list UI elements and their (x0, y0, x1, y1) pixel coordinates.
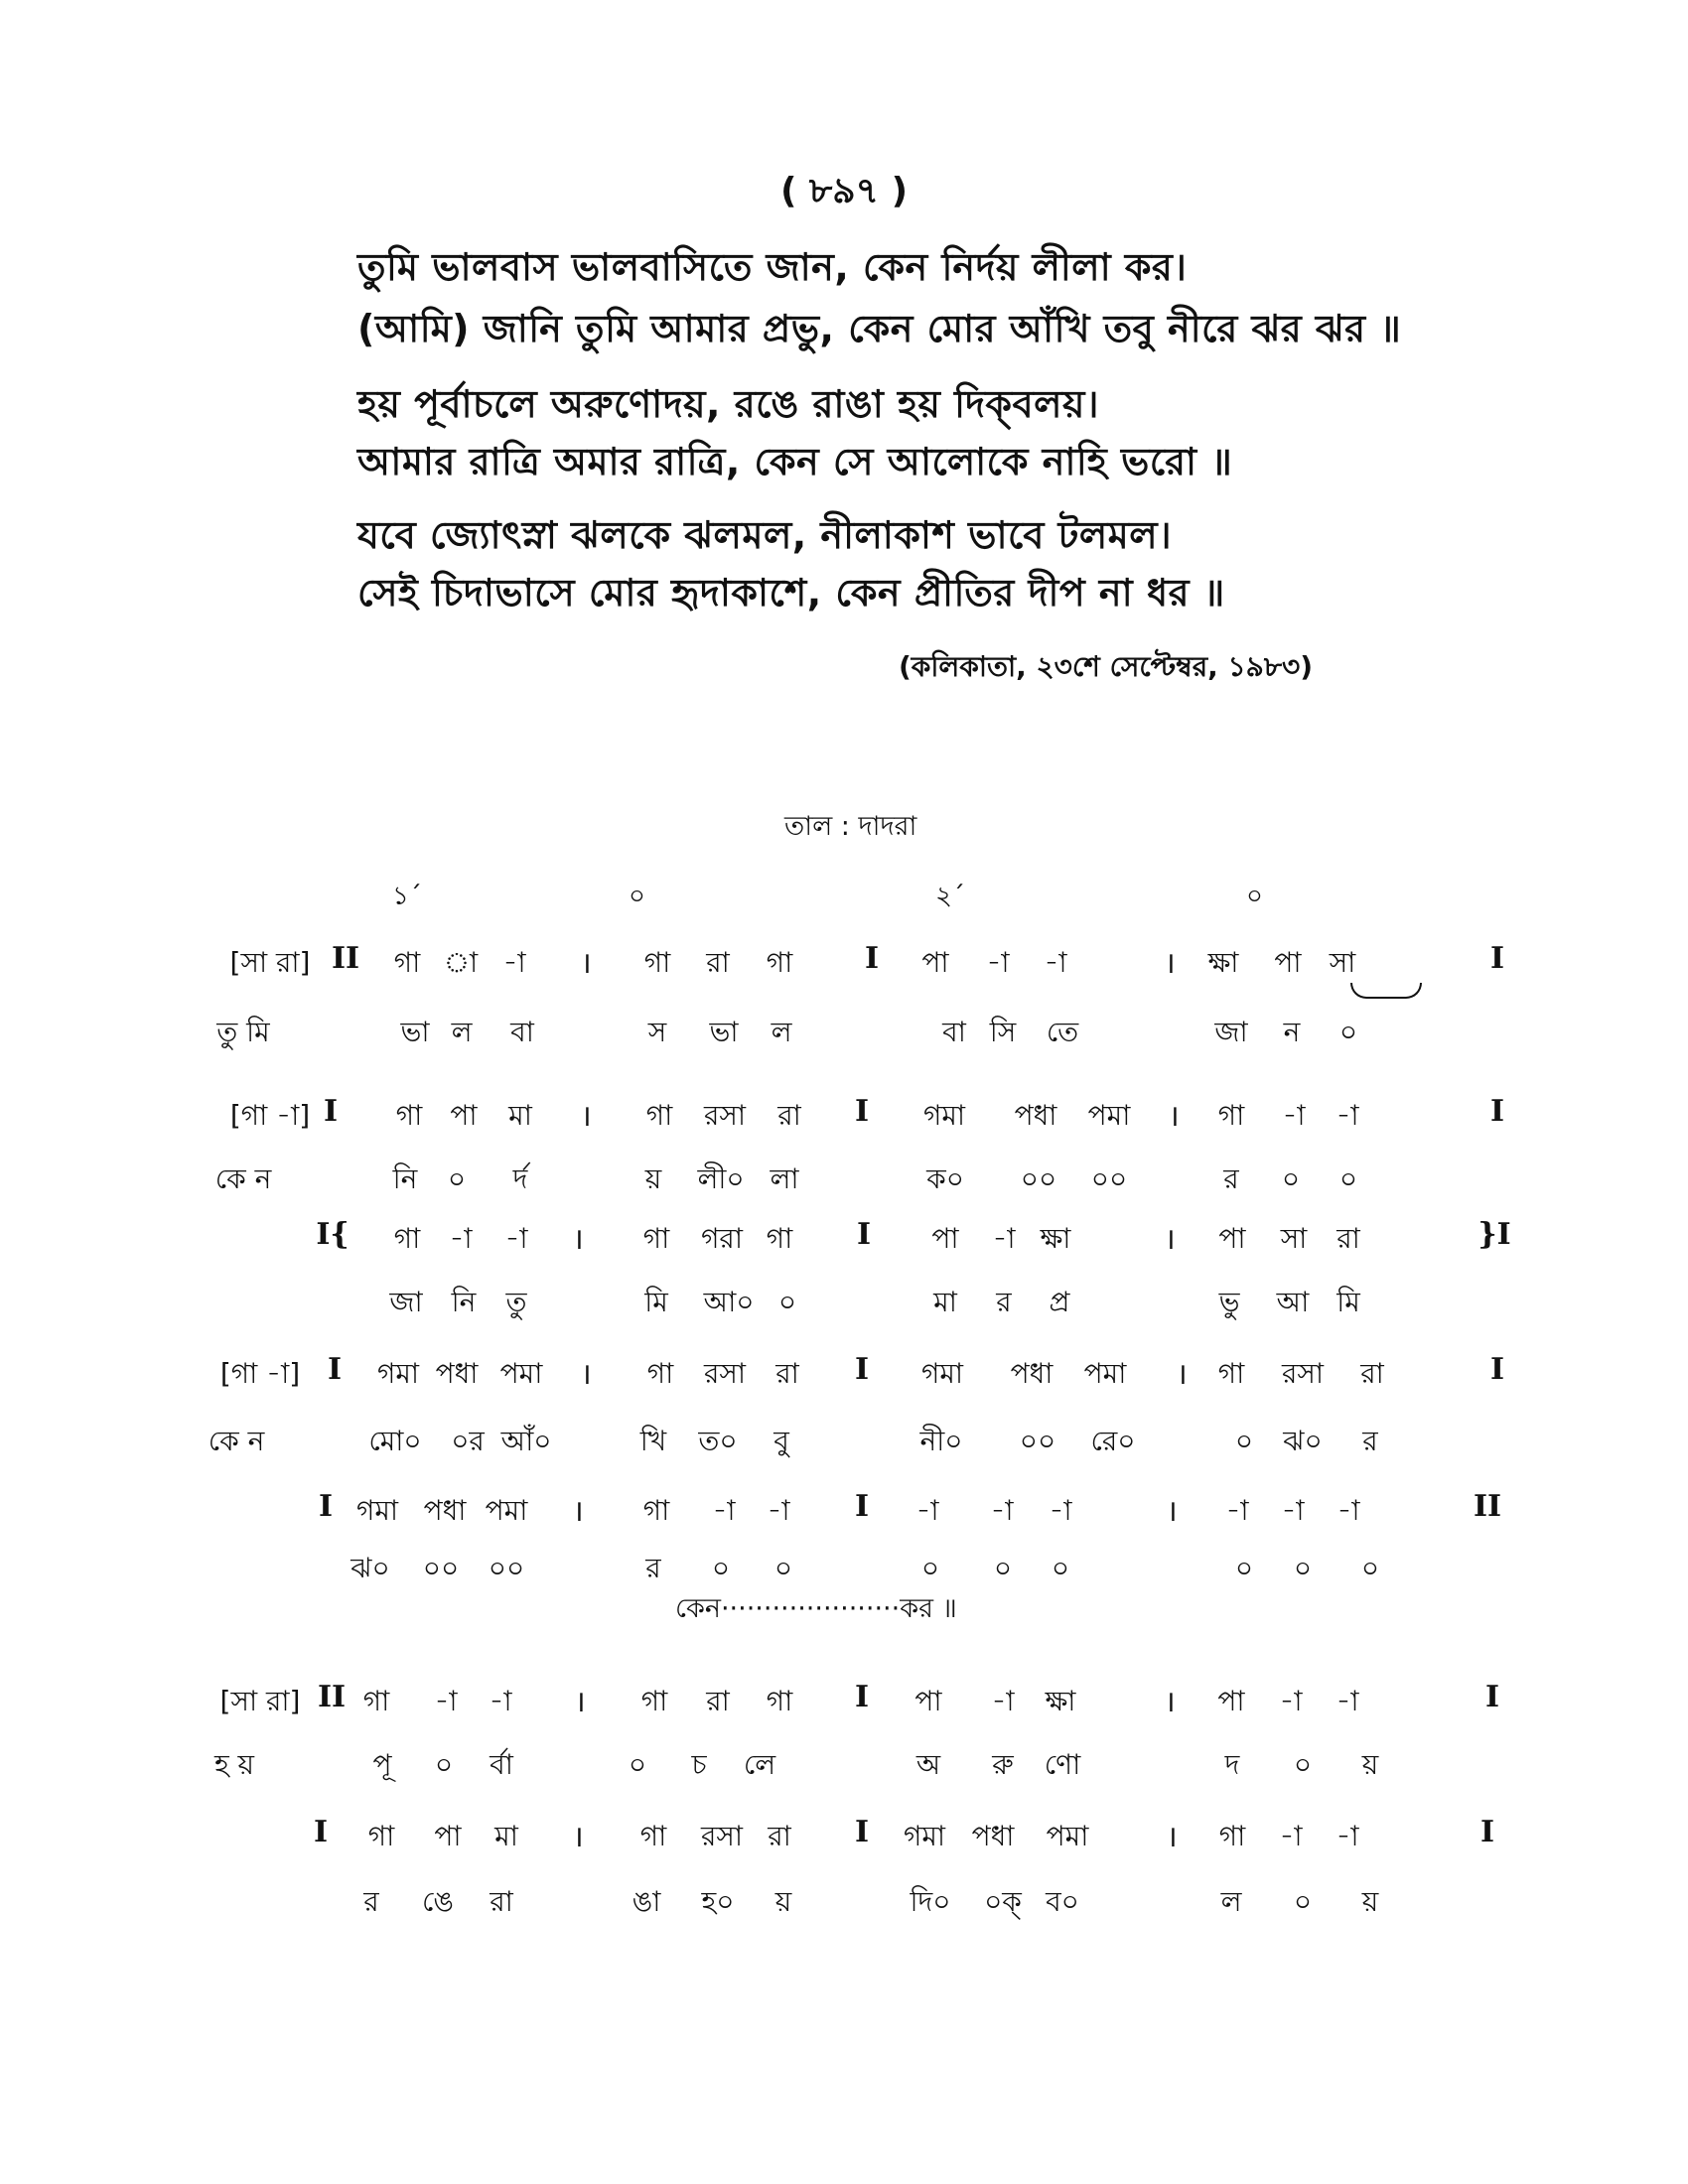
lyric-cell: ০ (993, 1552, 1013, 1584)
lyric-cell: নি (451, 1286, 477, 1318)
bar-line: I (323, 1094, 339, 1129)
lyric-cell: মি (1336, 1286, 1360, 1318)
swara-cell: মা (508, 1099, 532, 1132)
bar-line: II (331, 941, 360, 976)
bar-line: I{ (316, 1217, 350, 1252)
lyric-cell: ন (1283, 1016, 1301, 1048)
bar-line: । (580, 1099, 592, 1134)
lyric-cell: ০ (1051, 1552, 1070, 1584)
lyric-cell: ০ (434, 1748, 454, 1781)
lyric-cell: ০ (1293, 1552, 1313, 1584)
lyric-cell: -া (991, 1685, 1015, 1717)
lyric-cell: জা (1214, 1016, 1248, 1048)
bar-line: I (856, 1217, 872, 1252)
lyric-cell: ণো (1044, 1748, 1081, 1781)
lyric-cell: ০০ (1020, 1162, 1057, 1195)
lyric-cell: ০ (1360, 1552, 1380, 1584)
bar-line: I (1484, 1680, 1500, 1714)
lyric-cell: ঝ০ (1283, 1425, 1323, 1457)
lyric-cell: ক্ষা (1045, 1685, 1076, 1717)
lyric-cell: য় (774, 1885, 792, 1918)
lyric-cell: আঁ০ (500, 1425, 552, 1457)
swara-cell: গমা (376, 1357, 420, 1390)
poem-line-5: যবে জ্যোৎস্না ঝলকে ঝলমল, নীলাকাশ ভাবে টলমল। (357, 513, 1173, 557)
bar-line: I (327, 1352, 343, 1387)
lyric-cell: ০ (1293, 1885, 1313, 1918)
swara-cell: [গা -া] (219, 1357, 301, 1390)
swara-cell: পা (450, 1099, 478, 1132)
swara-cell: পমা (485, 1494, 528, 1527)
bar-line: I (854, 1489, 870, 1524)
lyric-cell: দি০ (910, 1885, 951, 1918)
lyric-cell: গা (1218, 1820, 1246, 1852)
bar-line: I (1489, 1094, 1505, 1129)
swara-cell: -া (990, 1494, 1014, 1527)
swara-cell: গা (1217, 1357, 1245, 1390)
bar-line: }I (1477, 1217, 1511, 1252)
swara-cell: পা (921, 946, 949, 979)
lyric-cell: ০০ (422, 1552, 460, 1584)
lyric-cell: ০০ (488, 1552, 525, 1584)
swara-cell: গমা (920, 1357, 964, 1390)
swara-cell: গা (766, 1222, 793, 1255)
lyric-cell: র (996, 1286, 1012, 1318)
lyric-cell: ০ (711, 1552, 731, 1584)
swara-cell: -া (502, 946, 526, 979)
bar-line: । (1164, 1685, 1176, 1719)
swara-cell: সা (1280, 1222, 1308, 1255)
swara-cell: রা (777, 1099, 801, 1132)
lyric-cell: তে (1046, 1016, 1079, 1048)
lyric-cell: আ (1276, 1286, 1310, 1318)
swara-cell: পা (931, 1222, 959, 1255)
poem-line-3: হয় পূর্বাচলে অরুণোদয়, রঙে রাঙা হয় দিক্‌বলয়। (357, 382, 1099, 426)
lyric-cell: পা (434, 1820, 462, 1852)
lyric-cell: রে০ (1090, 1425, 1136, 1457)
lyric-cell: হ০ (701, 1885, 735, 1918)
lyric-cell: র (1362, 1425, 1378, 1457)
lyric-cell: কে ন (214, 1162, 272, 1195)
swara-cell: -া (986, 946, 1010, 979)
lyric-cell: পূ (372, 1748, 392, 1781)
lyric-cell: -া (1336, 1685, 1359, 1717)
lyric-cell: তু (505, 1286, 527, 1318)
lyric-cell: নি (392, 1162, 418, 1195)
lyric-cell: -া (434, 1685, 458, 1717)
swara-cell: গা (645, 1099, 673, 1132)
lyric-cell: জা (389, 1286, 423, 1318)
lyric-cell: ০ (1234, 1552, 1254, 1584)
lyric-cell: ০ক্ (984, 1885, 1022, 1918)
bar-line: I (864, 941, 880, 976)
swara-cell: গা (646, 1357, 674, 1390)
lyric-cell: চ (691, 1748, 707, 1781)
lyric-cell: পা (914, 1685, 942, 1717)
swara-cell: রসা (1281, 1357, 1325, 1390)
bar-line: । (1166, 1820, 1178, 1854)
refrain-marker: কেন·····················কর ॥ (675, 1593, 957, 1624)
bar-line: । (572, 1494, 584, 1529)
lyric-cell: স (647, 1016, 667, 1048)
lyric-cell: গা (766, 1685, 793, 1717)
lyric-cell: ল (451, 1016, 473, 1048)
swara-cell: গমা (355, 1494, 399, 1527)
lyric-cell: খি (639, 1425, 667, 1457)
lyric-cell: অ (915, 1748, 941, 1781)
swara-cell: গা (393, 1222, 421, 1255)
lyric-cell: সি (989, 1016, 1017, 1048)
lyric-cell: লী০ (697, 1162, 745, 1195)
bar-line: I (854, 1815, 870, 1849)
lyric-cell: ০ (774, 1552, 793, 1584)
lyric-cell: ব০ (1046, 1885, 1079, 1918)
swara-cell: -া (1225, 1494, 1249, 1527)
lyric-cell: ক০ (926, 1162, 964, 1195)
swara-cell: গা (393, 946, 421, 979)
swara-cell: গা (642, 1222, 670, 1255)
lyric-cell: দ (1224, 1748, 1240, 1781)
lyric-cell: ০ (1293, 1748, 1313, 1781)
lyric-cell: পমা (1046, 1820, 1089, 1852)
swara-cell: -া (449, 1222, 473, 1255)
lyric-cell: আ০ (703, 1286, 755, 1318)
swara-cell: [সা রা] (229, 946, 311, 979)
lyric-cell: রা (768, 1820, 791, 1852)
lyric-cell: র (645, 1552, 661, 1584)
lyric-cell: য় (1361, 1885, 1379, 1918)
swara-cell: গরা (701, 1222, 743, 1255)
bar-line: I (313, 1815, 329, 1849)
swara-cell: -া (1336, 1099, 1359, 1132)
poem-line-6: সেই চিদাভাসে মোর হৃদাকাশে, কেন প্রীতির দীপ না ধর ॥ (357, 571, 1225, 614)
lyric-cell: গা (367, 1820, 395, 1852)
swara-cell: সা (1329, 946, 1356, 979)
bar-line: । (1176, 1357, 1188, 1392)
bar-line: । (572, 1820, 584, 1854)
lyric-cell: পধা (971, 1820, 1015, 1852)
swara-cell: রা (1360, 1357, 1384, 1390)
lyric-cell: রা (706, 1685, 730, 1717)
swara-cell: পমা (1087, 1099, 1131, 1132)
swara-cell: রা (706, 946, 730, 979)
lyric-cell: ভু (1218, 1286, 1240, 1318)
beat-mark-1: ১´ (392, 882, 422, 911)
lyric-cell: র্দ (512, 1162, 528, 1195)
bar-line: । (580, 1357, 592, 1392)
lyric-cell: য় (644, 1162, 662, 1195)
lyric-cell: মা (933, 1286, 957, 1318)
swara-cell: -া (712, 1494, 736, 1527)
lyric-cell: ভা (709, 1016, 739, 1048)
bar-line: I (318, 1489, 334, 1524)
swara-cell: -া (1282, 1099, 1306, 1132)
lyric-cell: গা (639, 1820, 667, 1852)
swara-cell: গা (766, 946, 793, 979)
swara-cell: পধা (423, 1494, 467, 1527)
poem-line-4: আমার রাত্রি অমার রাত্রি, কেন সে আলোকে নাহি ভরো ॥ (357, 440, 1233, 483)
lyric-cell: ০ (1281, 1162, 1301, 1195)
bar-line: I (854, 1094, 870, 1129)
lyric-cell: র্বা (490, 1748, 513, 1781)
slur-mark (1350, 983, 1422, 999)
page-number: ( ৮৯৭ ) (779, 171, 909, 211)
swara-cell: পধা (435, 1357, 479, 1390)
swara-cell: রা (1336, 1222, 1360, 1255)
lyric-cell: ০ (1338, 1016, 1358, 1048)
bar-line: I (1479, 1815, 1495, 1849)
lyric-cell: ল (1220, 1885, 1242, 1918)
beat-mark-4: ০ (1246, 882, 1263, 911)
bar-line: I (1489, 1352, 1505, 1387)
taal-heading: তাল : দাদরা (784, 811, 917, 842)
lyric-cell: বা (942, 1016, 966, 1048)
lyric-cell: গা (640, 1685, 668, 1717)
lyric-cell: -া (1279, 1820, 1303, 1852)
lyric-cell: রু (992, 1748, 1014, 1781)
bar-line: । (580, 946, 592, 981)
lyric-cell: -া (489, 1685, 512, 1717)
swara-cell: -া (1044, 946, 1067, 979)
swara-cell: পধা (1010, 1357, 1054, 1390)
swara-cell: -া (767, 1494, 790, 1527)
bar-line: । (574, 1685, 586, 1719)
lyric-cell: বু (774, 1425, 789, 1457)
lyric-cell: ০র (451, 1425, 485, 1457)
bar-line: । (1166, 1494, 1178, 1529)
bar-line: । (1164, 946, 1176, 981)
swara-cell: -া (915, 1494, 939, 1527)
lyric-cell: ০ (447, 1162, 467, 1195)
lyric-cell: হ য় (213, 1748, 255, 1781)
swara-cell: গা (643, 946, 671, 979)
lyric-cell: ল (771, 1016, 792, 1048)
lyric-cell: [সা রা] (219, 1685, 301, 1717)
bar-line: I (1489, 941, 1505, 976)
swara-cell: পধা (1014, 1099, 1057, 1132)
lyric-cell: ০ (920, 1552, 940, 1584)
lyric-cell: ঝ০ (351, 1552, 390, 1584)
swara-cell: -া (1336, 1494, 1360, 1527)
lyric-cell: পা (1217, 1685, 1245, 1717)
bar-line: । (1168, 1099, 1180, 1134)
lyric-cell: ০০ (1019, 1425, 1056, 1457)
lyric-cell: প্র (1049, 1286, 1070, 1318)
lyric-cell: তু মি (216, 1016, 270, 1048)
bar-line: II (317, 1680, 347, 1714)
swara-cell: পা (1218, 1222, 1246, 1255)
bar-line: । (1164, 1222, 1176, 1257)
poem-line-1: তুমি ভালবাস ভালবাসিতে জান, কেন নির্দয় লীলা কর। (357, 245, 1188, 289)
lyric-cell: ০ (777, 1286, 797, 1318)
swara-cell: রা (775, 1357, 799, 1390)
lyric-cell: ঙা (632, 1885, 661, 1918)
lyric-cell: ০ (1338, 1162, 1358, 1195)
lyric-cell: লা (770, 1162, 799, 1195)
place-date-footer: (কলিকাতা, ২৩শে সেপ্টেম্বর, ১৯৮৩) (899, 650, 1313, 683)
lyric-cell: র (363, 1885, 379, 1918)
poem-line-2: (আমি) জানি তুমি আমার প্রভু, কেন মোর আঁখি তবু নীরে ঝর ঝর ॥ (357, 307, 1402, 350)
swara-cell: [গা -া] (229, 1099, 311, 1132)
lyric-cell: গমা (903, 1820, 946, 1852)
swara-cell: -া (992, 1222, 1016, 1255)
lyric-cell: লে (743, 1748, 776, 1781)
swara-cell: -া (1049, 1494, 1072, 1527)
beat-mark-2: ০ (629, 882, 645, 911)
lyric-cell: বা (510, 1016, 534, 1048)
lyric-cell: -া (1336, 1820, 1359, 1852)
swara-cell: ক্ষা (1207, 946, 1239, 979)
lyric-cell: ত০ (698, 1425, 738, 1457)
swara-cell: ক্ষা (1040, 1222, 1071, 1255)
swara-cell: া (443, 946, 479, 979)
swara-cell: গা (642, 1494, 670, 1527)
swara-cell: পমা (499, 1357, 543, 1390)
lyric-cell: ০ (1234, 1425, 1254, 1457)
swara-cell: রসা (703, 1099, 747, 1132)
lyric-cell: নী০ (919, 1425, 963, 1457)
swara-cell: রসা (703, 1357, 747, 1390)
swara-cell: গমা (922, 1099, 966, 1132)
lyric-cell: ঙে (422, 1885, 454, 1918)
swara-cell: গা (1217, 1099, 1245, 1132)
lyric-cell: কে ন (208, 1425, 265, 1457)
swara-cell: পা (1274, 946, 1302, 979)
lyric-cell: ০০ (1090, 1162, 1128, 1195)
lyric-cell: রসা (700, 1820, 744, 1852)
lyric-cell: গা (362, 1685, 390, 1717)
swara-cell: -া (504, 1222, 528, 1255)
lyric-cell: র (1223, 1162, 1239, 1195)
lyric-cell: মি (644, 1286, 668, 1318)
swara-cell: -া (1281, 1494, 1305, 1527)
lyric-cell: য় (1361, 1748, 1379, 1781)
swara-cell: পমা (1083, 1357, 1127, 1390)
bar-line: I (854, 1352, 870, 1387)
bar-line: II (1473, 1489, 1502, 1524)
lyric-cell: -া (1279, 1685, 1303, 1717)
beat-mark-3: ২´ (935, 882, 965, 911)
bar-line: । (572, 1222, 584, 1257)
lyric-cell: মা (494, 1820, 518, 1852)
lyric-cell: মো০ (368, 1425, 422, 1457)
lyric-cell: রা (490, 1885, 513, 1918)
lyric-cell: ০ (628, 1748, 647, 1781)
swara-cell: গা (395, 1099, 423, 1132)
bar-line: I (854, 1680, 870, 1714)
lyric-cell: ভা (400, 1016, 430, 1048)
